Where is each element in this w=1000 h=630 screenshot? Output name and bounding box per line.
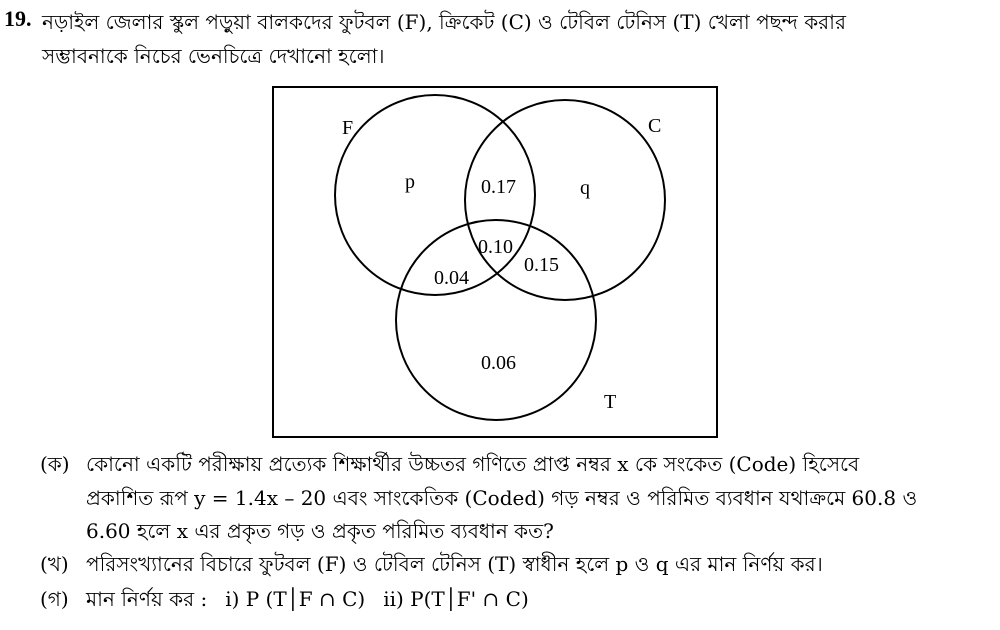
question-stem-line-2: সম্ভাবনাকে নিচের ভেনচিত্রে দেখানো হলো। <box>42 44 385 68</box>
subquestion-ga <box>40 585 529 618</box>
subquestion-kha-text: পরিসংখ্যানের বিচারে ফুটবল (F) ও টেবিল টেনিস (T) স্বাধীন হলে p ও q এর মান নির্ণয় কর। <box>86 552 823 576</box>
label-t: T <box>604 391 617 413</box>
region-f-c-t: 0.10 <box>478 236 513 258</box>
label-c: C <box>648 115 662 137</box>
subquestion-kha-label: (খ) <box>40 552 69 576</box>
subquestion-kha <box>40 550 823 583</box>
region-c-and-t: 0.15 <box>524 254 559 276</box>
label-f: F <box>342 117 354 139</box>
region-f-and-c: 0.17 <box>481 176 516 198</box>
region-c-only: q <box>580 177 590 199</box>
universal-set-box <box>273 87 717 437</box>
subquestion-ka <box>40 450 859 483</box>
subquestion-ka-line-3: 6.60 হলে x এর প্রকৃত গড় ও প্রকৃত পরিমিত ব্যবধান কত? <box>86 519 554 543</box>
subquestion-ga-part-1: i) P (T│F ∩ C) <box>225 587 366 611</box>
subquestion-ga-label: (গ) <box>40 587 69 611</box>
subquestion-ga-intro: মান নির্ণয় কর : <box>86 587 208 611</box>
subquestion-ka-line-1: কোনো একটি পরীক্ষায় প্রত্যেক শিক্ষার্থীর উচ্চতর গণিতে প্রাপ্ত নম্বর x কে সংকেত (Code) হিসেবে <box>86 452 860 476</box>
subquestion-ga-part-2: ii) P(T│F' ∩ C) <box>383 587 529 611</box>
region-t-only: 0.06 <box>481 352 516 374</box>
question-stem-line-1: নড়াইল জেলার স্কুল পড়ুয়া বালকদের ফুটবল (F), ক্রিকেট (C) ও টেবিল টেনিস (T) খেলা পছন্দ করার <box>42 10 846 34</box>
region-f-and-t: 0.04 <box>434 267 469 289</box>
region-f-only: p <box>405 171 415 193</box>
subquestion-ka-line-2: প্রকাশিত রূপ y = 1.4x – 20 এবং সাংকেতিক (Coded) গড় নম্বর ও পরিমিত ব্যবধান যথাক্রমে 60.8 ও <box>86 486 918 510</box>
circle-c <box>465 100 665 300</box>
subquestion-ka-label: (ক) <box>40 452 70 476</box>
question-number: 19. <box>4 6 32 31</box>
